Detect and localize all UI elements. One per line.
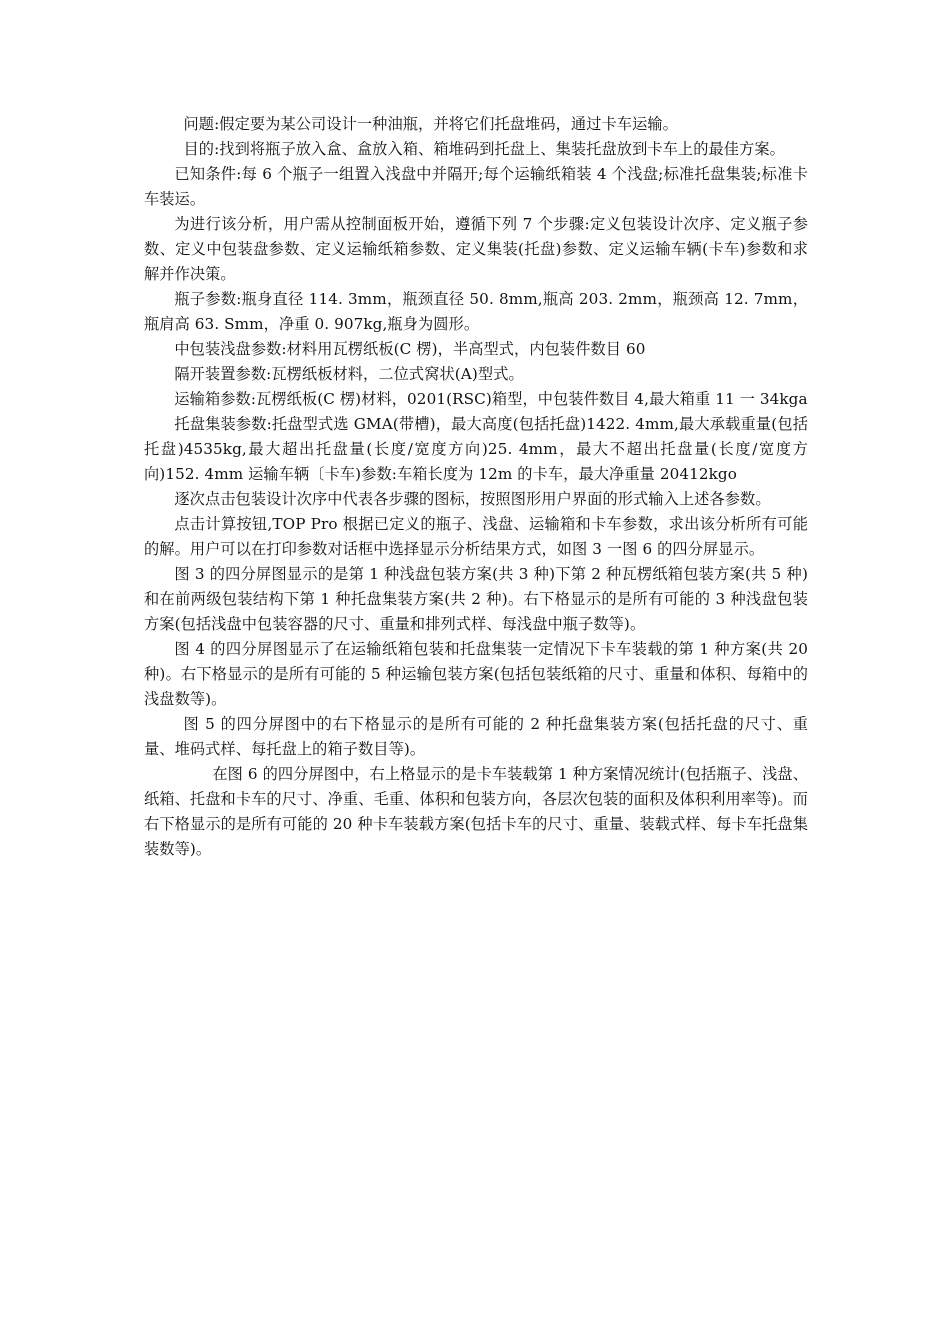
paragraph-known-conditions: 已知条件:每 6 个瓶子一组置入浅盘中并隔开;每个运输纸箱装 4 个浅盘;标准托盘集装;标准卡车装运。 [144,165,808,208]
paragraph-calculate: 点击计算按钮,TOP Pro 根据已定义的瓶子、浅盘、运输箱和卡车参数，求出该分析所有可能的解。用户可以在打印参数对话框中选择显示分析结果方式，如图 3 一图 6 的四分屏显示。 [144,515,808,558]
paragraph-figure-3: 图 3 的四分屏图显示的是第 1 种浅盘包装方案(共 3 种)下第 2 种瓦楞纸箱包装方案(共 5 种)和在前两级包装结构下第 1 种托盘集装方案(共 2 种)。右下格显示的是所有可能的 3 种浅盘包装方案(包括浅盘中包装容器的尺寸、重量和排列式样、每浅盘中瓶子数等)。 [144,565,808,633]
paragraph-figure-6: 在图 6 的四分屏图中，右上格显示的是卡车装载第 1 种方案情况统计(包括瓶子、浅盘、纸箱、托盘和卡车的尺寸、净重、毛重、体积和包装方向，各层次包装的面积及体积利用率等)。而右下格显示的是所有可能的 20 种卡车装载方案(包括卡车的尺寸、重量、装载式样、每卡车托盘集装数等)。 [144,765,809,858]
paragraph-click-icons: 逐次点击包装设计次序中代表各步骤的图标，按照图形用户界面的形式输入上述各参数。 [174,490,771,508]
paragraph-goal: 目的:找到将瓶子放入盒、盒放入箱、箱堆码到托盘上、集装托盘放到卡车上的最佳方案。 [183,140,785,158]
paragraph-bottle-params: 瓶子参数:瓶身直径 114. 3mm，瓶颈直径 50. 8mm,瓶高 203. 2mm，瓶颈高 12. 7mm，瓶肩高 63. Smm，净重 0. 907kg,瓶身为圆形。 [144,290,808,333]
paragraph-divider-params: 隔开装置参数:瓦楞纸板材料，二位式窝状(A)型式。 [174,365,524,383]
paragraph-shipping-box-params: 运输箱参数:瓦楞纸板(C 楞)材料，0201(RSC)箱型，中包装件数目 4,最大箱重 11 一 34kga [174,390,808,408]
paragraph-figure-5: 图 5 的四分屏图中的右下格显示的是所有可能的 2 种托盘集装方案(包括托盘的尺寸、重量、堆码式样、每托盘上的箱子数目等)。 [144,715,808,758]
paragraph-analysis-steps: 为进行该分析，用户需从控制面板开始，遵循下列 7 个步骤:定义包装设计次序、定义瓶子参数、定义中包装盘参数、定义运输纸箱参数、定义集装(托盘)参数、定义运输车辆(卡车)参数和求解并作决策。 [144,215,808,283]
paragraph-tray-params: 中包装浅盘参数:材料用瓦楞纸板(C 楞)，半高型式，内包装件数目 60 [174,340,646,358]
document-body [144,112,808,862]
paragraph-figure-4: 图 4 的四分屏图显示了在运输纸箱包装和托盘集装一定情况下卡车装载的第 1 种方案(共 20 种)。右下格显示的是所有可能的 5 种运输包装方案(包括包装纸箱的尺寸、重量和体积、每箱中的浅盘数等)。 [144,640,808,708]
paragraph-problem: 问题:假定要为某公司设计一种油瓶，并将它们托盘堆码，通过卡车运输。 [183,115,678,133]
paragraph-pallet-params: 托盘集装参数:托盘型式选 GMA(带槽)，最大高度(包括托盘)1422. 4mm,最大承载重量(包括托盘)4535kg,最大超出托盘量(长度/宽度方向)25. 4mm，最大不超出托盘量(长度/宽度方向)152. 4mm 运输车辆〔卡车)参数:车箱长度为 12m 的卡车，最大净重量 20412kgo [144,415,808,483]
